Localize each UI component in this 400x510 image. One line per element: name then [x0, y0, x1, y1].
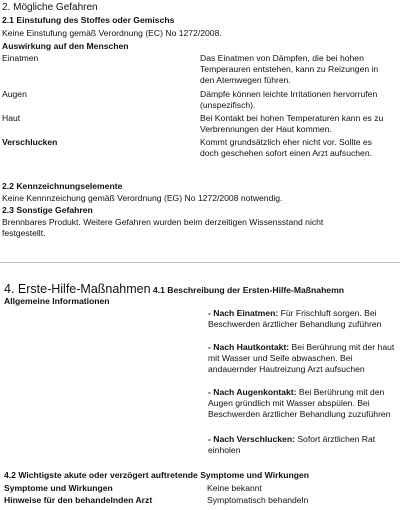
section-2-title: 2. Mögliche Gefahren — [2, 2, 98, 13]
effect-text-eyes: Dämpfe können leichte Irritationen hervorrufen (unspezifisch). — [200, 89, 378, 110]
effect-text-skin: Bei Kontakt bei hohen Temperaturen kann es zu Verbrennungen der Haut kommen. — [200, 113, 384, 134]
effect-text-ingestion: Kommt grundsätzlich eher nicht vor. Sollte es doch geschehen sofort einen Arzt aufsuchen. — [200, 137, 372, 158]
symptoms-value: Keine bekannt — [207, 483, 262, 493]
measure-text-ingestion: Sofort ärztlichen Rat einholen — [208, 434, 376, 455]
effect-text-inhalation: Das Einatmen von Dämpfen, die bei hohen Temperauren entstehen, kann zu Reizungen in den Atemwegen führen. — [200, 53, 379, 85]
symptoms-label: Symptome und Wirkungen — [4, 483, 113, 493]
subsection-2-2-title: 2.2 Kennzeichnungselemente — [2, 181, 123, 191]
other-hazards-text: Brennbares Produkt. Weitere Gefahren wurden beim derzeitigen Wissensstand nicht festgestellt. — [2, 217, 324, 238]
measure-label-skin: - Nach Hautkontakt: — [208, 342, 290, 352]
section-4-heading-line — [4, 282, 344, 296]
section-4-title: 4. Erste-Hilfe-Maßnahmen — [4, 282, 151, 296]
effect-label-skin: Haut — [2, 113, 21, 123]
measure-label-ingestion: - Nach Verschlucken: — [208, 434, 295, 444]
labelling-statement: Keine Kennnzeichung gemäß Verordnung (EG) No 1272/2008 notwendig. — [2, 193, 283, 203]
effect-label-eyes: Augen — [2, 89, 27, 99]
effects-heading: Auswirkung auf den Menschen — [2, 41, 129, 51]
physician-notes-value: Symptomatisch behandeln — [207, 495, 309, 505]
subsection-4-1-title: 4.1 Beschreibung der Ersten-Hilfe-Maßnahemn — [152, 285, 344, 295]
physician-notes-label: Hinweise für den behandelnden Arzt — [4, 495, 153, 505]
effect-label-inhalation: Einatmen — [2, 53, 39, 63]
section-divider — [0, 262, 400, 263]
measure-eyes — [208, 387, 398, 420]
subsection-2-1-title: 2.1 Einstufung des Stoffes oder Gemischs — [2, 15, 175, 25]
subsection-2-3-title: 2.3 Sonstige Gefahren — [2, 205, 93, 215]
classification-statement: Keine Einstufung gemäß Verordnung (EC) No 1272/2008. — [2, 28, 222, 38]
measure-text-skin: Bei Berührung mit der haut mit Wasser und Seife abwaschen. Bei andauernder Hautreizung Arzt aufsuchen — [208, 342, 395, 374]
measure-text-inhalation: Für Frischluft sorgen. Bei Beschwerden ärztlicher Behandlung zuführen — [208, 308, 382, 329]
measure-ingestion — [208, 434, 398, 456]
measure-skin — [208, 342, 398, 375]
measure-text-eyes: Bei Berührung mit den Augen gründlich mit Wasser abspülen. Bei Beschwerden ärztlicher Behandlung zuzuführen — [208, 387, 391, 419]
measure-label-eyes: - Nach Augenkontakt: — [208, 387, 297, 397]
measure-inhalation — [208, 308, 398, 330]
measure-label-inhalation: - Nach Einatmen: — [208, 308, 279, 318]
subsection-4-2-title: 4.2 Wichtigste akute oder verzögert auftretende Symptome und Wirkungen — [4, 470, 309, 480]
general-info-heading: Allgemeine Informationen — [4, 296, 110, 306]
effect-label-ingestion: Verschlucken — [2, 137, 58, 147]
